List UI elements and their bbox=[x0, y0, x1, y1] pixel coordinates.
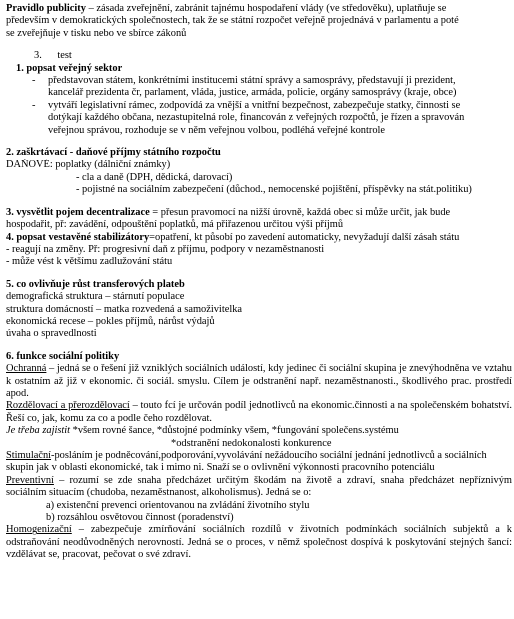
section-5-line-2: struktura domácností – matka rozvedená a samoživitelka bbox=[6, 303, 243, 315]
stimulacni-paragraph bbox=[6, 450, 512, 475]
bullet-text: představovan státem, konkrétními institucemi státní správy a samosprávy, představují ji prezident, kancelář prezidenta čr, parlament, vláda, justice, armáda, policie, orgány samosprávy (kraje, obce) bbox=[48, 75, 457, 99]
section-1-bullet-2 bbox=[6, 100, 512, 137]
section-2-line-2: - cla a daně (DPH, dědická, darovací) bbox=[76, 171, 233, 183]
section-3-line-1 bbox=[6, 207, 512, 219]
bullet-text: vytváří legislativní rámec, zodpovídá za vnější a vnitřní bezpečnost, zabezpečuje statky, činnosti se dotýkají každého občana, nezastupitelná role, financován z veřejných rozpočtů, je řízen a spravován veřejnou správou, rozhoduje se v něm veřejnou volbou, podléhá veřejné kontrole bbox=[48, 99, 465, 136]
spacer bbox=[6, 137, 512, 147]
section-5-line-3: ekonomická recese – pokles příjmů, nárůst výdajů bbox=[6, 315, 215, 327]
item-3-text: test bbox=[57, 50, 72, 62]
rozdelovaci-paragraph bbox=[6, 400, 512, 425]
preventivni-a: a) existenční prevenci orientovanou na zvládání životního stylu bbox=[46, 499, 310, 511]
section-1-bullet-1 bbox=[6, 75, 512, 100]
intro-bold: Pravidlo publicity bbox=[6, 3, 86, 14]
section-3-title: 3. vysvětlit pojem decentralizace bbox=[6, 206, 150, 218]
treba-italic: Je třeba zajistit bbox=[6, 425, 71, 437]
section-2-line-3: - pojistné na sociálním zabezpečení (důchod., nemocenské pojištění, příspěvky na stát.politiku) bbox=[76, 184, 472, 196]
section-5-line-1: demografická struktura – stárnutí populace bbox=[6, 291, 185, 303]
treba-l1: *všem rovné šance, *důstojné podmínky všem, *fungování společens.systému bbox=[70, 425, 399, 437]
intro-line-3: se zveřejňuje v tisku nebo ve sbírce zákonů bbox=[6, 27, 187, 39]
ochranna-text: – jedná se o řešení již vzniklých sociálních událostí, kdy jedinec či sociální skupina je znevýhodněna ve vztahu k ostatním až již v ekonomic. či sociál. smyslu. Cílem je odstranění např. nezaměstnanosti., škodlivého prac. prostředí apod. bbox=[6, 363, 512, 399]
section-5-title: 5. co ovlivňuje růst transferových plateb bbox=[6, 278, 185, 290]
spacer bbox=[6, 40, 512, 50]
section-4-line-3: - může vést k většímu zadlužování státu bbox=[6, 256, 173, 268]
treba-line-1 bbox=[6, 425, 512, 437]
ochranna-term: Ochranná bbox=[6, 363, 47, 375]
section-5-line-4: úvaha o spravedlnosti bbox=[6, 328, 97, 340]
spacer bbox=[6, 197, 512, 207]
intro-line-2: především v demokratických společnostech, tak že se státní rozpočet veřejně projednává v parlamentu a poté bbox=[6, 15, 459, 27]
homogenizacni-paragraph bbox=[6, 524, 512, 561]
stimulacni-term: Stimulační bbox=[6, 450, 52, 461]
preventivni-text: – rozumí se zde snaha předcházet určitým škodám na životě a zdraví, snaha předcházet nepříznivým sociálním situacím (chudoba, nezaměstnanost, alkoholismus). Jedná se o: bbox=[6, 474, 512, 499]
preventivni-term: Preventivní bbox=[6, 474, 54, 486]
preventivni-b: b) rozsáhlou osvětovou činnost (poradenství) bbox=[46, 512, 234, 524]
section-6-title: 6. funkce sociální politiky bbox=[6, 350, 120, 362]
rozdelovaci-term: Rozdělovací a přerozdělovací bbox=[6, 400, 130, 412]
intro-line-1 bbox=[6, 3, 512, 15]
section-3-line-2: hospodařit, př: zavádění, odpouštění poplatků, má přiřazenou určitou výši příjmů bbox=[6, 219, 344, 231]
section-4-line-2: - reagují na změny. Př: progresivní daň z příjmu, podpory v nezaměstnanosti bbox=[6, 243, 325, 255]
item-3-num: 3. bbox=[34, 50, 42, 62]
homogenizacni-term: Homogenizační bbox=[6, 524, 72, 536]
preventivni-paragraph bbox=[6, 475, 512, 500]
section-4-title: 4. popsat vestavěné stabilizátory bbox=[6, 231, 150, 243]
intro-rest: – zásada zveřejnění, zabránit tajnému hospodaření vlády (ve středověku), uplatňuje se bbox=[85, 3, 447, 14]
section-4-rest: =opatření, kt působí po zavedení automaticky, nevyžadují další zásah státu bbox=[149, 231, 460, 243]
item-3 bbox=[6, 50, 512, 62]
section-2-title: 2. zaškrtávací - daňové příjmy státního rozpočtu bbox=[6, 147, 221, 159]
ochranna-paragraph bbox=[6, 363, 512, 400]
section-2-line-1: DAŇOVÉ: poplatky (dálniční známky) bbox=[6, 159, 171, 171]
treba-line-2: *odstranění nedokonalosti konkurence bbox=[171, 437, 332, 449]
section-4-line-1 bbox=[6, 232, 512, 244]
dash-mark: - bbox=[32, 99, 36, 111]
section-3-rest: = přesun pravomocí na nižší úrovně, každá obec si může určit, jak bude bbox=[149, 206, 451, 218]
dash-mark: - bbox=[32, 75, 36, 87]
section-1-title: 1. popsat veřejný sektor bbox=[16, 62, 123, 74]
spacer bbox=[6, 341, 512, 351]
homogenizacni-text: – zabezpečuje zmírňování sociálních rozdílů v životních podmínkách sociálních subjektů a k odstraňování neodůvodněných nerovností. Jedná se o proces, v němž společnost dospívá k poskytování stejných šancí: vzdělávat se, pracovat, pečovat o své zdraví. bbox=[6, 524, 512, 561]
rozdelovaci-text: – touto fcí je určován podíl jednotlivců na ekonomic.činnosti a na společenském bohatství. Řeší co, jak, komu za co a podle čeho rozdělovat. bbox=[6, 400, 512, 424]
stimulacni-text: -posláním je podněcování,podporování,vyvolávání nežádoucího sociální jednání jednotlivců a sociálních skupin jak v oblasti ekonomické, tak i mimo ni. Snaží se o ovlivnění výkonnosti pracovního potenciálu bbox=[6, 450, 487, 474]
spacer bbox=[6, 269, 512, 279]
